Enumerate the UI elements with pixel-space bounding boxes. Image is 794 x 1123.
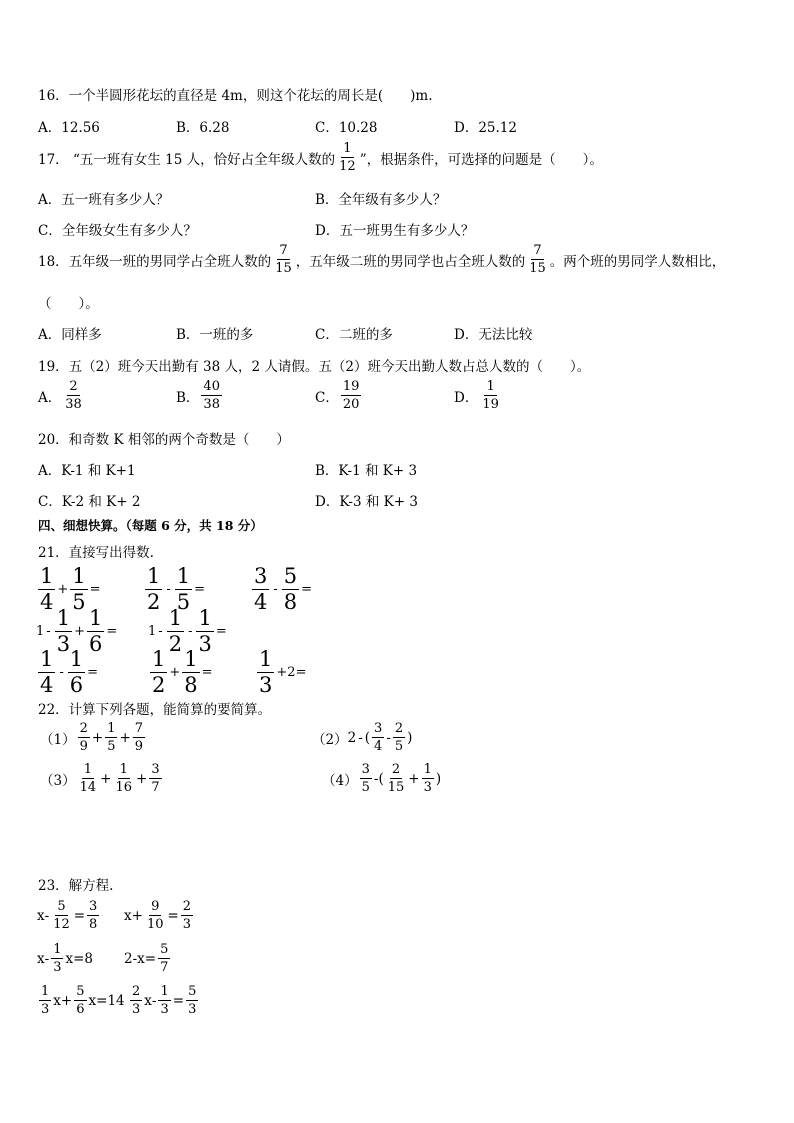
q21-expr-8: $\frac{1}{3}$ + 2 = [259, 647, 307, 697]
q21-expr-4: 1 - $\frac{1}{3}$ + $\frac{1}{6}$ = [36, 606, 118, 656]
q21-expr-2: $\frac{1}{2}$ - $\frac{1}{5}$ = [147, 564, 206, 614]
q18-stem: 18．五年级一班的男同学占全班人数的 $\frac{7}{15}$ ，五年级二班的男同学也占全班人数的 $\frac{7}{15}$ 。两个班的男同学人数相比， [38, 243, 726, 276]
q18-fraction-2: $\frac{7}{15}$ [529, 243, 546, 276]
q20-option-c: C．K-2 和 K+ 2 [38, 494, 141, 510]
q21-stem: 21．直接写出得数. [38, 545, 154, 561]
q20-option-d: D．K-3 和 K+ 3 [315, 494, 418, 510]
q18-option-a: A．同样多 [38, 327, 102, 343]
q18-option-b: B．一班的多 [176, 327, 254, 343]
q19-stem: 19．五（2）班今天出勤有 38 人，2 人请假。五（2）班今天出勤人数占总人数的（ ）。 [38, 359, 591, 375]
q23-eq-6: $\frac{2}{3}$ x - $\frac{1}{3}$ = $\frac{5}{3}$ [132, 984, 197, 1017]
section-4-title: 四、细想快算。（每题 6 分，共 18 分） [38, 518, 263, 533]
q18-option-d: D．无法比较 [454, 327, 533, 343]
q23-eq-5: $\frac{1}{3}$ x + $\frac{5}{6}$ x = 14 [41, 984, 125, 1017]
q17-option-d: D．五一班男生有多少人？ [315, 223, 475, 239]
q17-option-c: C．全年级女生有多少人？ [38, 223, 197, 239]
q20-option-a: A．K-1 和 K+1 [38, 463, 136, 479]
q22-expr-3: （3） $\frac{1}{14}$ + $\frac{1}{16}$ + $\frac{3}{7}$ [40, 762, 160, 795]
q17-fraction: $\frac{1}{12}$ [339, 141, 356, 174]
q23-stem: 23．解方程. [38, 878, 114, 894]
q17-stem: 17． “五一班有女生 15 人，恰好占全年级人数的 $\frac{1}{12}$ ”，根据条件，可选择的问题是（ ）。 [38, 141, 603, 174]
q18-answer-blank: （ ）。 [38, 296, 99, 312]
q23-eq-1: x - $\frac{5}{12}$ = $\frac{3}{8}$ [37, 899, 98, 932]
q18-fraction-1: $\frac{7}{15}$ [275, 243, 292, 276]
q21-expr-7: $\frac{1}{2}$ + $\frac{1}{8}$ = [152, 647, 213, 697]
q19-option-c: C． $\frac{19}{20}$ [315, 379, 360, 412]
q22-expr-4: （4） $\frac{3}{5}$ - ( $\frac{2}{15}$ + $\frac{1}{3}$ ) [322, 762, 442, 795]
q21-expr-1: $\frac{1}{4}$ + $\frac{1}{5}$ = [40, 564, 101, 614]
q23-eq-2: x + $\frac{9}{10}$ = $\frac{2}{3}$ [124, 899, 192, 932]
q16-stem: 16．一个半圆形花坛的直径是 4m，则这个花坛的周长是( )m. [38, 88, 433, 104]
q20-stem: 20．和奇数 K 相邻的两个奇数是（ ） [38, 432, 290, 448]
q23-eq-4: 2 - x = $\frac{5}{7}$ [124, 942, 169, 975]
q17-option-b: B．全年级有多少人？ [315, 192, 447, 208]
q21-expr-3: $\frac{3}{4}$ - $\frac{5}{8}$ = [254, 564, 313, 614]
q18-option-c: C．二班的多 [315, 327, 393, 343]
q23-eq-3: x - $\frac{1}{3}$ x = 8 [37, 942, 93, 975]
q16-option-b: B．6.28 [176, 120, 230, 136]
q20-option-b: B．K-1 和 K+ 3 [315, 463, 418, 479]
q16-option-a: A．12.56 [38, 120, 100, 136]
q21-expr-6: $\frac{1}{4}$ - $\frac{1}{6}$ = [40, 647, 99, 697]
q19-option-d: D． $\frac{1}{19}$ [454, 379, 499, 412]
q22-expr-1: （1） $\frac{2}{9}$ + $\frac{1}{5}$ + $\frac{7}{9}$ [40, 721, 144, 754]
q16-option-c: C．10.28 [315, 120, 378, 136]
q19-option-a: A． $\frac{2}{38}$ [38, 379, 82, 412]
q16-option-d: D．25.12 [454, 120, 517, 136]
q17-option-a: A．五一班有多少人？ [38, 192, 170, 208]
q22-expr-2: （2） 2 - ( $\frac{3}{4}$ - $\frac{2}{5}$ ) [312, 721, 413, 754]
q22-stem: 22．计算下列各题，能简算的要简算。 [38, 702, 272, 718]
q21-expr-5: 1 - $\frac{1}{2}$ - $\frac{1}{3}$ = [148, 606, 227, 656]
q19-option-b: B． $\frac{40}{38}$ [176, 379, 220, 412]
